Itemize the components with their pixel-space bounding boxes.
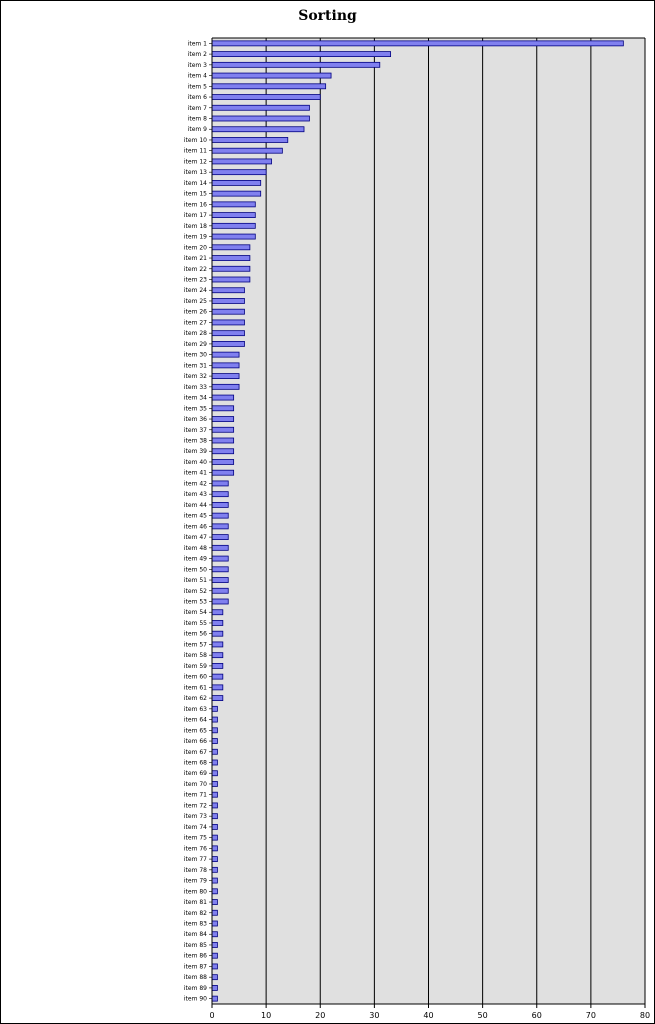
bar xyxy=(212,846,217,851)
bar xyxy=(212,298,244,303)
bar xyxy=(212,320,244,325)
bar xyxy=(212,814,217,819)
bar xyxy=(212,331,244,336)
bar xyxy=(212,620,223,625)
category-label: item 58 xyxy=(183,652,207,660)
category-label: item 26 xyxy=(183,308,207,316)
category-label: item 60 xyxy=(183,673,207,681)
chart-title: Sorting xyxy=(298,8,357,24)
bar xyxy=(212,502,228,507)
category-label: item 73 xyxy=(183,813,207,821)
category-label: item 1 xyxy=(187,40,207,48)
bar xyxy=(212,374,239,379)
category-label: item 66 xyxy=(183,738,207,746)
category-label: item 39 xyxy=(183,448,207,456)
bar xyxy=(212,256,250,261)
category-label: item 55 xyxy=(183,619,207,627)
bar xyxy=(212,95,320,100)
bar xyxy=(212,395,234,400)
category-label: item 22 xyxy=(183,265,207,273)
category-label: item 71 xyxy=(183,791,207,799)
category-label: item 20 xyxy=(183,244,207,252)
x-tick-label: 80 xyxy=(639,1011,651,1020)
bar xyxy=(212,266,250,271)
bar xyxy=(212,588,228,593)
category-label: item 18 xyxy=(183,222,207,230)
bar xyxy=(212,234,255,239)
category-label: item 31 xyxy=(183,362,207,370)
x-tick-label: 50 xyxy=(477,1011,488,1020)
bar xyxy=(212,352,239,357)
bar xyxy=(212,384,239,389)
category-label: item 8 xyxy=(187,115,207,123)
category-label: item 81 xyxy=(183,899,207,907)
category-label: item 32 xyxy=(183,373,207,381)
bar xyxy=(212,513,228,518)
bar xyxy=(212,556,228,561)
category-label: item 77 xyxy=(183,856,207,864)
category-label: item 80 xyxy=(183,888,207,896)
category-label: item 88 xyxy=(183,974,207,982)
bar xyxy=(212,739,217,744)
bar xyxy=(212,213,255,218)
bar xyxy=(212,706,217,711)
bar xyxy=(212,288,244,293)
category-label: item 42 xyxy=(183,480,207,488)
bar xyxy=(212,417,234,422)
bar xyxy=(212,62,380,67)
category-label: item 65 xyxy=(183,727,207,735)
x-tick-labels xyxy=(209,1011,650,1020)
category-label: item 78 xyxy=(183,866,207,874)
bar xyxy=(212,728,217,733)
category-label: item 44 xyxy=(183,501,207,509)
category-label: item 89 xyxy=(183,984,207,992)
bar xyxy=(212,137,288,142)
bar xyxy=(212,749,217,754)
bar xyxy=(212,245,250,250)
bar xyxy=(212,964,217,969)
category-label: item 62 xyxy=(183,695,207,703)
category-label: item 49 xyxy=(183,555,207,563)
category-label: item 38 xyxy=(183,437,207,445)
category-label: item 13 xyxy=(183,169,207,177)
bar xyxy=(212,824,217,829)
category-label: item 82 xyxy=(183,909,207,917)
category-label: item 35 xyxy=(183,405,207,413)
category-label: item 67 xyxy=(183,748,207,756)
bar xyxy=(212,170,266,175)
category-label: item 87 xyxy=(183,963,207,971)
bar xyxy=(212,910,217,915)
category-label: item 85 xyxy=(183,941,207,949)
category-label: item 72 xyxy=(183,802,207,810)
bar xyxy=(212,674,223,679)
category-label: item 90 xyxy=(183,995,207,1003)
bar xyxy=(212,996,217,1001)
category-label: item 17 xyxy=(183,212,207,220)
x-tick-label: 0 xyxy=(209,1011,215,1020)
bar xyxy=(212,127,304,132)
category-label: item 41 xyxy=(183,469,207,477)
bar xyxy=(212,148,282,153)
x-tick-label: 60 xyxy=(531,1011,542,1020)
bar xyxy=(212,459,234,464)
category-label: item 74 xyxy=(183,823,207,831)
bar xyxy=(212,835,217,840)
bar xyxy=(212,642,223,647)
bar xyxy=(212,921,217,926)
bar xyxy=(212,857,217,862)
category-label: item 14 xyxy=(183,179,207,187)
bar xyxy=(212,470,234,475)
category-label: item 46 xyxy=(183,523,207,531)
bar xyxy=(212,116,309,121)
category-label: item 19 xyxy=(183,233,207,241)
category-label: item 57 xyxy=(183,641,207,649)
category-label: item 83 xyxy=(183,920,207,928)
bar xyxy=(212,406,234,411)
bar xyxy=(212,867,217,872)
category-label: item 28 xyxy=(183,330,207,338)
bar xyxy=(212,975,217,980)
bar xyxy=(212,535,228,540)
category-label: item 27 xyxy=(183,319,207,327)
category-label: item 59 xyxy=(183,662,207,670)
bar xyxy=(212,685,223,690)
bar xyxy=(212,781,217,786)
category-label: item 34 xyxy=(183,394,207,402)
category-label: item 79 xyxy=(183,877,207,885)
category-label: item 37 xyxy=(183,426,207,434)
category-label: item 7 xyxy=(187,104,207,112)
bar xyxy=(212,341,244,346)
category-label: item 48 xyxy=(183,544,207,552)
bar xyxy=(212,760,217,765)
category-label: item 6 xyxy=(187,94,207,102)
bar xyxy=(212,492,228,497)
bar xyxy=(212,105,309,110)
category-label: item 51 xyxy=(183,577,207,585)
category-label: item 29 xyxy=(183,340,207,348)
category-label: item 43 xyxy=(183,491,207,499)
category-label: item 5 xyxy=(187,83,207,91)
bar xyxy=(212,84,326,89)
bar xyxy=(212,771,217,776)
category-label: item 69 xyxy=(183,770,207,778)
category-label: item 16 xyxy=(183,201,207,209)
bar xyxy=(212,223,255,228)
bar xyxy=(212,717,217,722)
category-labels xyxy=(184,40,207,1002)
bar xyxy=(212,191,261,196)
bar xyxy=(212,567,228,572)
category-label: item 15 xyxy=(183,190,207,198)
bar xyxy=(212,481,228,486)
bar xyxy=(212,545,228,550)
bar xyxy=(212,610,223,615)
x-tick-label: 30 xyxy=(369,1011,380,1020)
bar xyxy=(212,277,250,282)
category-label: item 11 xyxy=(183,147,207,155)
category-label: item 63 xyxy=(183,705,207,713)
bar xyxy=(212,363,239,368)
category-label: item 47 xyxy=(183,534,207,542)
category-label: item 36 xyxy=(183,416,207,424)
category-label: item 53 xyxy=(183,598,207,606)
bar xyxy=(212,889,217,894)
category-label: item 56 xyxy=(183,630,207,638)
category-label: item 70 xyxy=(183,780,207,788)
bar xyxy=(212,900,217,905)
bar xyxy=(212,878,217,883)
bar xyxy=(212,578,228,583)
category-label: item 30 xyxy=(183,351,207,359)
category-label: item 4 xyxy=(187,72,207,80)
bar xyxy=(212,663,223,668)
bar xyxy=(212,942,217,947)
category-label: item 12 xyxy=(183,158,207,166)
category-label: item 84 xyxy=(183,931,207,939)
bar xyxy=(212,159,272,164)
category-label: item 64 xyxy=(183,716,207,724)
category-label: item 3 xyxy=(187,61,207,69)
bar xyxy=(212,202,255,207)
bar xyxy=(212,427,234,432)
category-label: item 86 xyxy=(183,952,207,960)
bar xyxy=(212,792,217,797)
category-label: item 68 xyxy=(183,759,207,767)
category-label: item 50 xyxy=(183,566,207,574)
bar xyxy=(212,449,234,454)
category-label: item 21 xyxy=(183,255,207,263)
category-label: item 23 xyxy=(183,276,207,284)
category-label: item 61 xyxy=(183,684,207,692)
category-label: item 45 xyxy=(183,512,207,520)
bar xyxy=(212,52,391,57)
category-label: item 75 xyxy=(183,834,207,842)
category-label: item 40 xyxy=(183,458,207,466)
bar xyxy=(212,696,223,701)
bar xyxy=(212,309,244,314)
category-label: item 52 xyxy=(183,587,207,595)
bar xyxy=(212,524,228,529)
bar xyxy=(212,932,217,937)
category-label: item 76 xyxy=(183,845,207,853)
category-label: item 24 xyxy=(183,287,207,295)
x-tick-label: 10 xyxy=(261,1011,272,1020)
bar xyxy=(212,631,223,636)
x-tick-label: 70 xyxy=(585,1011,596,1020)
category-label: item 25 xyxy=(183,297,207,305)
bar xyxy=(212,438,234,443)
x-tick-label: 40 xyxy=(423,1011,434,1020)
bar xyxy=(212,953,217,958)
bar xyxy=(212,985,217,990)
category-label: item 33 xyxy=(183,383,207,391)
bar xyxy=(212,41,623,46)
category-label: item 2 xyxy=(187,51,207,59)
bar xyxy=(212,73,331,78)
bar xyxy=(212,599,228,604)
bar xyxy=(212,653,223,658)
x-tick-label: 20 xyxy=(315,1011,326,1020)
bar xyxy=(212,803,217,808)
category-label: item 10 xyxy=(183,136,207,144)
bar xyxy=(212,180,261,185)
category-label: item 54 xyxy=(183,609,207,617)
category-label: item 9 xyxy=(187,126,207,134)
